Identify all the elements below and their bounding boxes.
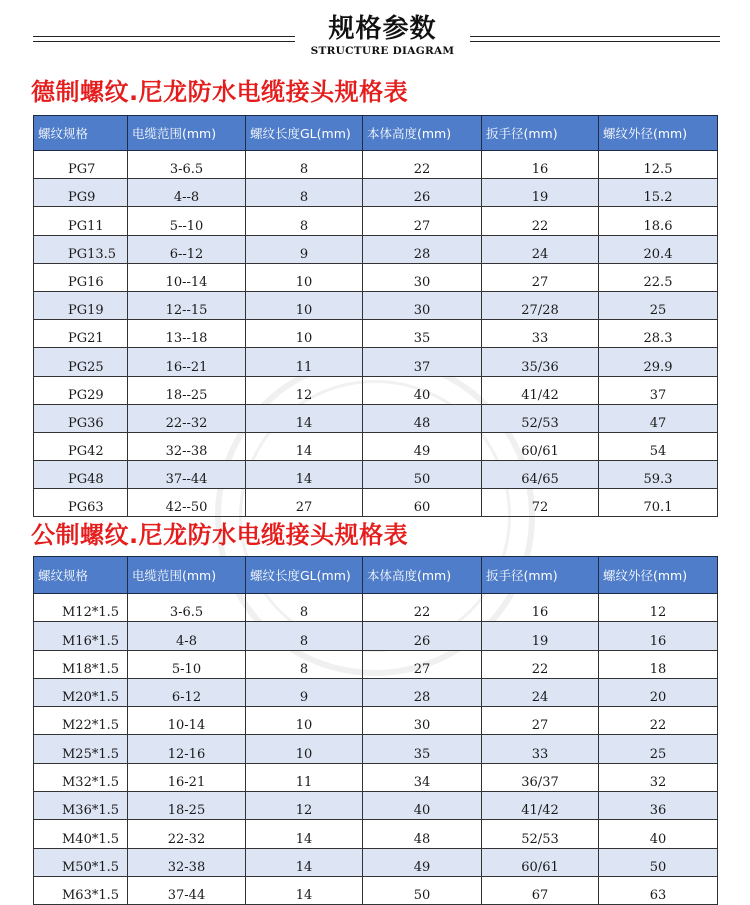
table-cell: M18*1.5	[34, 650, 128, 678]
table-cell: 41/42	[482, 376, 599, 404]
table-cell: M12*1.5	[34, 594, 128, 622]
table-header-row	[34, 116, 718, 151]
table-cell: M40*1.5	[34, 820, 128, 848]
table-cell: 27	[482, 707, 599, 735]
table-cell: 54	[599, 432, 718, 460]
table-cell: 34	[363, 763, 482, 791]
table-cell: 41/42	[482, 792, 599, 820]
table-row	[34, 151, 718, 179]
table-cell: 27	[482, 263, 599, 291]
table-cell: 67	[482, 876, 599, 904]
german-thread-spec-table	[33, 115, 718, 517]
column-header: 扳手径(mm)	[482, 116, 599, 151]
table-cell: 50	[363, 876, 482, 904]
table-cell: M50*1.5	[34, 848, 128, 876]
table-cell: 22	[363, 151, 482, 179]
table-cell: PG7	[34, 151, 128, 179]
table-cell: 60/61	[482, 848, 599, 876]
table-cell: 10	[246, 291, 363, 319]
table-row	[34, 348, 718, 376]
table-row	[34, 320, 718, 348]
table-cell: 10	[246, 320, 363, 348]
table-cell: 35	[363, 320, 482, 348]
table-cell: M16*1.5	[34, 622, 128, 650]
table-cell: M25*1.5	[34, 735, 128, 763]
section1-title: 德制螺纹.尼龙防水电缆接头规格表	[31, 78, 409, 106]
table-cell: 28	[363, 678, 482, 706]
table-cell: 16--21	[128, 348, 246, 376]
table-cell: 30	[363, 263, 482, 291]
table-cell: 19	[482, 622, 599, 650]
table-cell: 19	[482, 179, 599, 207]
table-cell: 28.3	[599, 320, 718, 348]
table-row	[34, 235, 718, 263]
table-cell: 10-14	[128, 707, 246, 735]
header-rule-right-thin	[470, 41, 720, 42]
table-cell: PG16	[34, 263, 128, 291]
table-row	[34, 489, 718, 517]
table-cell: 29.9	[599, 348, 718, 376]
table-row	[34, 179, 718, 207]
table-cell: 12--15	[128, 291, 246, 319]
table-cell: 14	[246, 876, 363, 904]
table-cell: 12-16	[128, 735, 246, 763]
table-cell: 37--44	[128, 461, 246, 489]
table-cell: 8	[246, 207, 363, 235]
table-row	[34, 650, 718, 678]
table-row	[34, 763, 718, 791]
table-cell: 3-6.5	[128, 151, 246, 179]
table-cell: PG29	[34, 376, 128, 404]
table-cell: PG48	[34, 461, 128, 489]
table-cell: 14	[246, 820, 363, 848]
table-cell: PG13.5	[34, 235, 128, 263]
table-row	[34, 291, 718, 319]
table-cell: 37	[599, 376, 718, 404]
table-cell: 48	[363, 404, 482, 432]
table-cell: 11	[246, 348, 363, 376]
table-cell: 36	[599, 792, 718, 820]
table-cell: 30	[363, 707, 482, 735]
table-header-row	[34, 557, 718, 594]
table-cell: 8	[246, 622, 363, 650]
table-cell: 47	[599, 404, 718, 432]
table-cell: 8	[246, 594, 363, 622]
table-cell: M22*1.5	[34, 707, 128, 735]
table-cell: 24	[482, 235, 599, 263]
table-cell: 10	[246, 735, 363, 763]
table-cell: 26	[363, 179, 482, 207]
table-cell: 22-32	[128, 820, 246, 848]
table-cell: 40	[599, 820, 718, 848]
table-cell: 8	[246, 151, 363, 179]
table-cell: 35	[363, 735, 482, 763]
table-cell: 49	[363, 432, 482, 460]
table-cell: 14	[246, 432, 363, 460]
table-cell: 20	[599, 678, 718, 706]
table-cell: 6--12	[128, 235, 246, 263]
table-cell: 48	[363, 820, 482, 848]
table-cell: 10	[246, 707, 363, 735]
table-cell: 18	[599, 650, 718, 678]
table-cell: 16	[482, 594, 599, 622]
table-cell: 60	[363, 489, 482, 517]
page-subtitle: STRUCTURE DIAGRAM	[310, 45, 455, 57]
column-header: 扳手径(mm)	[482, 557, 599, 594]
table-cell: 25	[599, 735, 718, 763]
table-cell: 14	[246, 848, 363, 876]
table-cell: 16-21	[128, 763, 246, 791]
table-cell: 16	[482, 151, 599, 179]
table-cell: 13--18	[128, 320, 246, 348]
table-cell: 35/36	[482, 348, 599, 376]
table-row	[34, 820, 718, 848]
table-cell: 30	[363, 291, 482, 319]
table-row	[34, 207, 718, 235]
column-header: 螺纹规格	[34, 557, 128, 594]
table-cell: 18-25	[128, 792, 246, 820]
table-cell: 4--8	[128, 179, 246, 207]
header-rule-left	[33, 36, 295, 37]
table-cell: 63	[599, 876, 718, 904]
table-cell: 12	[246, 792, 363, 820]
table-row	[34, 792, 718, 820]
table-cell: 22	[482, 650, 599, 678]
table-cell: 16	[599, 622, 718, 650]
table-cell: 50	[363, 461, 482, 489]
table-cell: 37	[363, 348, 482, 376]
table-cell: PG25	[34, 348, 128, 376]
table-cell: 32-38	[128, 848, 246, 876]
table-cell: 64/65	[482, 461, 599, 489]
table-cell: 60/61	[482, 432, 599, 460]
table-cell: M63*1.5	[34, 876, 128, 904]
table-cell: 9	[246, 678, 363, 706]
table-cell: 12.5	[599, 151, 718, 179]
table-cell: 40	[363, 792, 482, 820]
table-row	[34, 461, 718, 489]
table-cell: 50	[599, 848, 718, 876]
table-cell: 27	[363, 650, 482, 678]
column-header: 螺纹长度GL(mm)	[246, 116, 363, 151]
table-cell: 10	[246, 263, 363, 291]
table-cell: 6-12	[128, 678, 246, 706]
table-cell: 42--50	[128, 489, 246, 517]
table-row	[34, 594, 718, 622]
column-header: 螺纹长度GL(mm)	[246, 557, 363, 594]
table-cell: 25	[599, 291, 718, 319]
table-cell: 14	[246, 404, 363, 432]
table-row	[34, 876, 718, 904]
table-cell: 9	[246, 235, 363, 263]
table-cell: 36/37	[482, 763, 599, 791]
table-cell: 18.6	[599, 207, 718, 235]
table-cell: 8	[246, 179, 363, 207]
table-cell: 3-6.5	[128, 594, 246, 622]
table-cell: PG9	[34, 179, 128, 207]
column-header: 本体高度(mm)	[363, 116, 482, 151]
header-rule-right	[470, 36, 720, 37]
page-header	[0, 0, 750, 62]
table-cell: 24	[482, 678, 599, 706]
column-header: 本体高度(mm)	[363, 557, 482, 594]
table-cell: 32	[599, 763, 718, 791]
table-row	[34, 432, 718, 460]
metric-thread-spec-table	[33, 556, 718, 905]
table-cell: 40	[363, 376, 482, 404]
section2-title: 公制螺纹.尼龙防水电缆接头规格表	[31, 521, 409, 549]
column-header: 电缆范围(mm)	[128, 116, 246, 151]
table-cell: 72	[482, 489, 599, 517]
table-cell: PG21	[34, 320, 128, 348]
table-cell: 28	[363, 235, 482, 263]
table-cell: PG11	[34, 207, 128, 235]
column-header: 螺纹规格	[34, 116, 128, 151]
table-cell: 10--14	[128, 263, 246, 291]
table-row	[34, 376, 718, 404]
table-cell: 15.2	[599, 179, 718, 207]
table-cell: 49	[363, 848, 482, 876]
table-cell: 12	[246, 376, 363, 404]
table-cell: PG63	[34, 489, 128, 517]
page-title: 规格参数	[328, 14, 437, 44]
table-cell: PG42	[34, 432, 128, 460]
table-cell: 22	[363, 594, 482, 622]
table-cell: 22	[482, 207, 599, 235]
table-cell: 22--32	[128, 404, 246, 432]
column-header: 螺纹外径(mm)	[599, 116, 718, 151]
table-cell: PG36	[34, 404, 128, 432]
table-cell: 22	[599, 707, 718, 735]
header-rule-left-thin	[33, 41, 295, 42]
table-cell: 27/28	[482, 291, 599, 319]
column-header: 电缆范围(mm)	[128, 557, 246, 594]
table-cell: 4-8	[128, 622, 246, 650]
table-cell: 70.1	[599, 489, 718, 517]
table-row	[34, 678, 718, 706]
table-cell: 52/53	[482, 820, 599, 848]
table-cell: M32*1.5	[34, 763, 128, 791]
table-cell: 20.4	[599, 235, 718, 263]
table-cell: 14	[246, 461, 363, 489]
table-row	[34, 735, 718, 763]
table-cell: 33	[482, 735, 599, 763]
table-cell: 32--38	[128, 432, 246, 460]
table-cell: PG19	[34, 291, 128, 319]
column-header: 螺纹外径(mm)	[599, 557, 718, 594]
table-row	[34, 404, 718, 432]
table-row	[34, 848, 718, 876]
table-cell: 59.3	[599, 461, 718, 489]
table-cell: 27	[246, 489, 363, 517]
table-cell: 37-44	[128, 876, 246, 904]
table-cell: 5-10	[128, 650, 246, 678]
table-cell: 52/53	[482, 404, 599, 432]
table-cell: 12	[599, 594, 718, 622]
table-row	[34, 263, 718, 291]
table-cell: 5--10	[128, 207, 246, 235]
table-cell: M20*1.5	[34, 678, 128, 706]
table-cell: 26	[363, 622, 482, 650]
table-cell: 33	[482, 320, 599, 348]
table-cell: 11	[246, 763, 363, 791]
table-cell: 8	[246, 650, 363, 678]
table-row	[34, 707, 718, 735]
table-row	[34, 622, 718, 650]
table-cell: 22.5	[599, 263, 718, 291]
table-cell: 18--25	[128, 376, 246, 404]
table-cell: 27	[363, 207, 482, 235]
table-cell: M36*1.5	[34, 792, 128, 820]
